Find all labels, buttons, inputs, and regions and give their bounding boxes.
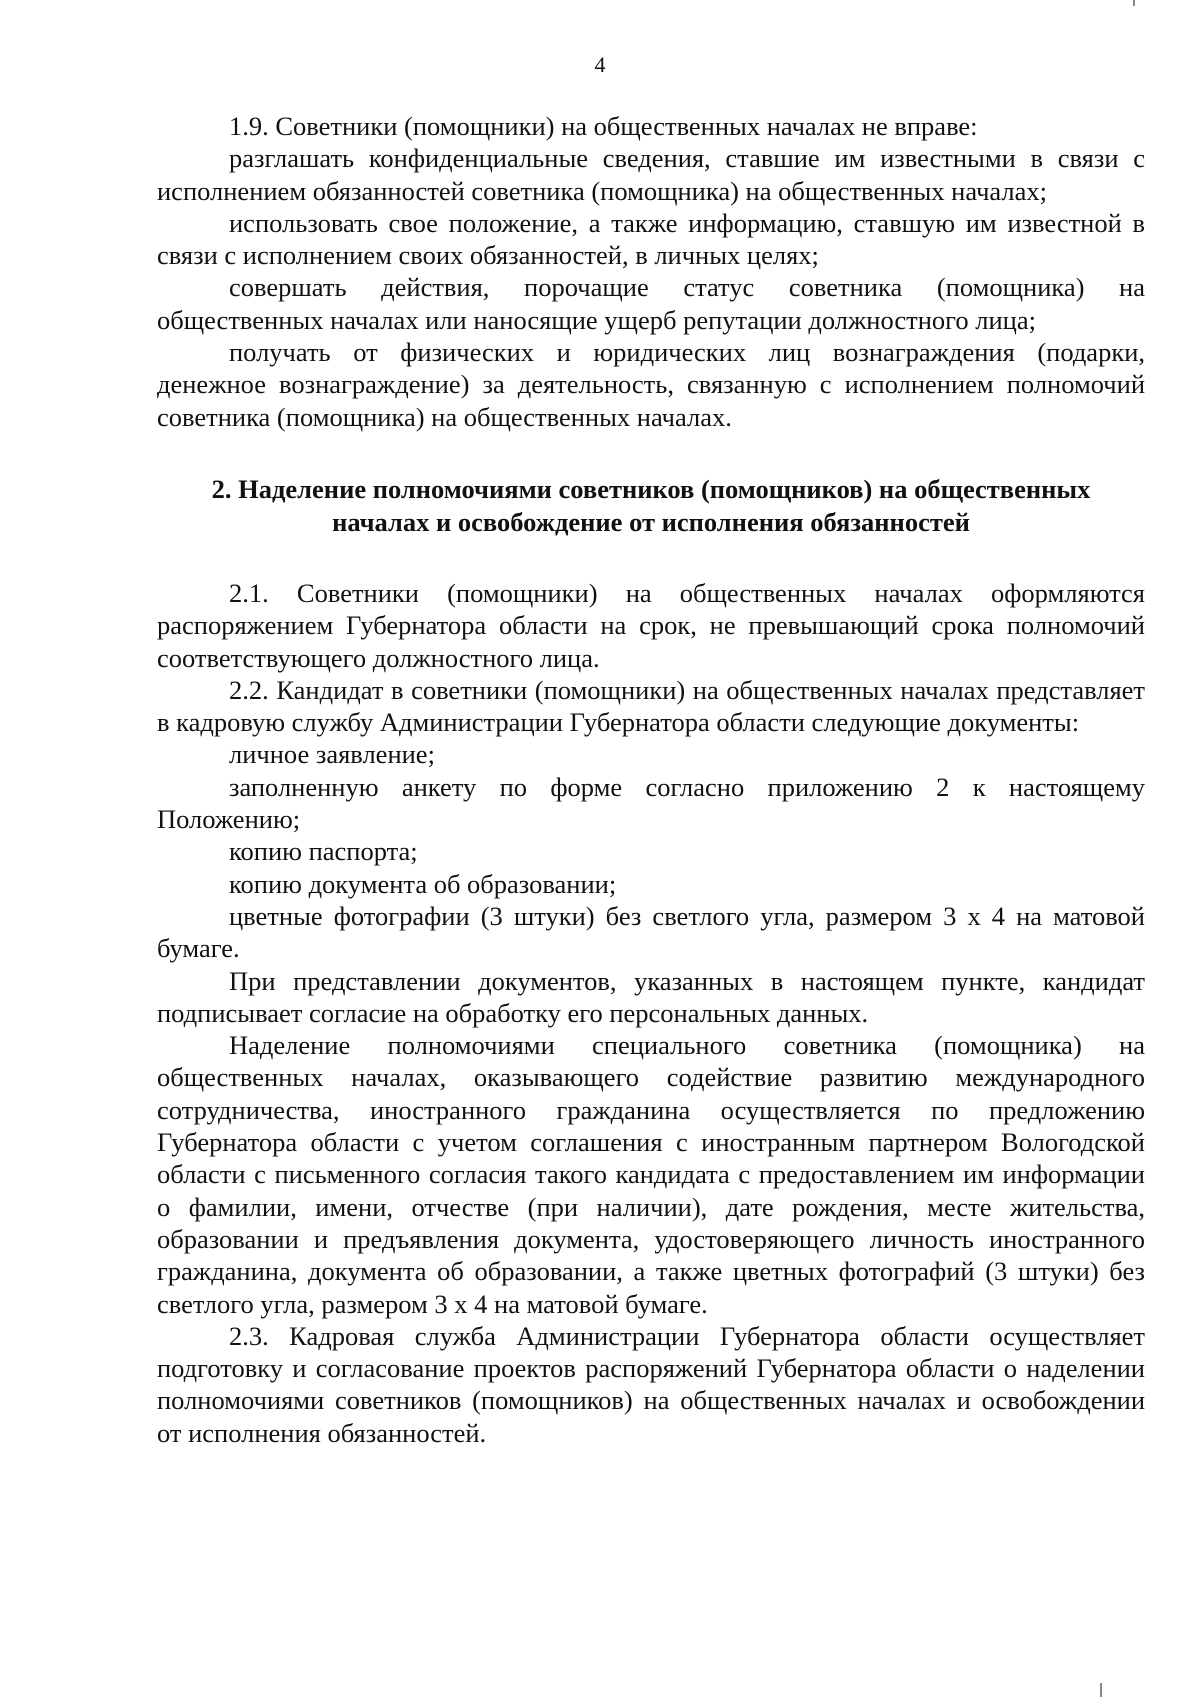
section-2-heading-line-1: 2. Наделение полномочиями советников (помощников) на общественных	[211, 473, 1091, 504]
special-advisor-paragraph: Наделение полномочиями специального советника (помощника) на общественных началах, оказывающего содействие развитию международного сотрудничества, иностранного гражданина осуществляется по предложению Губернатора области с учетом соглашения с иностранным партнером Вологодской области с письменного согласия такого кандидата с предоставлением им информации о фамилии, имени, отчестве (при наличии), дате рождения, месте жительства, образовании и предъявления документа, удостоверяющего личность иностранного гражданина, документа об образовании, а также цветных фотографий (3 штуки) без светлого угла, размером 3 х 4 на матовой бумаге.	[157, 1030, 1145, 1319]
prohibition-item-disclosure: разглашать конфиденциальные сведения, ставшие им известными в связи с исполнением обязанностей советника (помощника) на общественных началах;	[157, 143, 1145, 206]
clause-1-9-lead: 1.9. Советники (помощники) на общественных началах не вправе:	[229, 111, 978, 141]
document-item-questionnaire: заполненную анкету по форме согласно приложению 2 к настоящему Положению;	[157, 771, 1145, 835]
scan-edge-mark-top	[1133, 0, 1135, 6]
page-number: 4	[594, 52, 606, 77]
document-item-application: личное заявление;	[229, 739, 435, 770]
section-2-heading-line-2: началах и освобождение от исполнения обязанностей	[332, 506, 970, 537]
prohibition-item-position-use: использовать свое положение, а также информацию, ставшую им известной в связи с исполнением своих обязанностей, в личных целях;	[157, 207, 1145, 271]
clause-2-1: 2.1. Советники (помощники) на общественных началах оформляются распоряжением Губернатора области на срок, не превышающий срока полномочий соответствующего должностного лица.	[157, 577, 1145, 673]
document-body	[157, 110, 1145, 1449]
prohibition-item-discredit: совершать действия, порочащие статус советника (помощника) на общественных началах или наносящие ущерб репутации должностного лица;	[157, 272, 1145, 335]
section-2-heading	[157, 473, 1145, 539]
clause-2-2: 2.2. Кандидат в советники (помощники) на общественных началах представляет в кадровую службу Администрации Губернатора области следующие документы:	[157, 674, 1145, 738]
document-item-education: копию документа об образовании;	[229, 868, 617, 899]
clause-2-3: 2.3. Кадровая служба Администрации Губернатора области осуществляет подготовку и согласование проектов распоряжений Губернатора области о наделении полномочиями советников (помощников) на общественных началах и освобождении от исполнения обязанностей.	[157, 1320, 1145, 1448]
document-item-photos: цветные фотографии (3 штуки) без светлого угла, размером 3 х 4 на матовой бумаге.	[157, 900, 1145, 964]
prohibition-item-rewards: получать от физических и юридических лиц вознаграждения (подарки, денежное вознаграждение) за деятельность, связанную с исполнением полномочий советника (помощника) на общественных началах.	[157, 337, 1145, 432]
scan-edge-mark-bottom	[1100, 1683, 1102, 1697]
consent-paragraph: При представлении документов, указанных в настоящем пункте, кандидат подписывает согласие на обработку его персональных данных.	[157, 965, 1145, 1028]
document-item-passport: копию паспорта;	[229, 836, 418, 867]
